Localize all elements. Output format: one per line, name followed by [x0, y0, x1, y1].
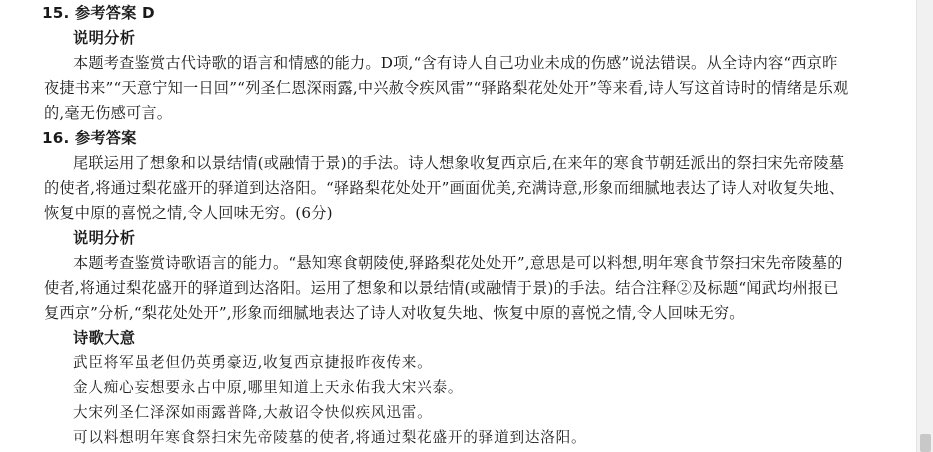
- q16-explain-line: 使者,将通过梨花盛开的驿道到达洛阳。运用了想象和以景结情(或融情于景)的手法。结合注释②及标题“闻武均州报已: [44, 279, 839, 297]
- q16-explain-line: 复西京”分析,“梨花处处开”,形象而细腻地表达了诗人对收复失地、恢复中原的喜悦之情,令人回味无穷。: [44, 304, 745, 322]
- q16-answer-line: 尾联运用了想象和以景结情(或融情于景)的手法。诗人想象收复西京后,在来年的寒食节朝廷派出的祭扫宋先帝陵墓: [73, 154, 845, 172]
- q15-explain-heading: 说明分析: [73, 29, 136, 47]
- q16-answer-line: 的使者,将通过梨花盛开的驿道到达洛阳。“驿路梨花处处开”画面优美,充满诗意,形象而细腻地表达了诗人对收复失地、: [44, 179, 845, 197]
- scrollbar-thumb[interactable]: [920, 434, 931, 452]
- q15-text-line: 的,毫无伤感可言。: [44, 104, 173, 122]
- q15-text-line: 夜捷书来”“天意宁知一日回”“列圣仁恩深雨露,中兴赦令疾风雷”“驿路梨花处处开”等来看,诗人写这首诗时的情绪是乐观: [44, 79, 849, 97]
- q16-explain-heading: 说明分析: [73, 229, 136, 247]
- poem-line: 金人痴心妄想要永占中原,哪里知道上天永佑我大宋兴泰。: [73, 379, 464, 396]
- poem-heading: 诗歌大意: [73, 329, 136, 347]
- vertical-scrollbar[interactable]: [916, 0, 933, 452]
- poem-line: 武臣将军虽老但仍英勇豪迈,收复西京捷报昨夜传来。: [73, 354, 433, 371]
- poem-line: 大宋列圣仁泽深如雨露普降,大赦诏令快似疾风迅雷。: [73, 404, 433, 421]
- q15-header: 15. 参考答案 D: [42, 4, 155, 22]
- q16-answer-line: 恢复中原的喜悦之情,令人回味无穷。(6分): [44, 204, 333, 222]
- q16-explain-line: 本题考查鉴赏诗歌语言的能力。“悬知寒食朝陵使,驿路梨花处处开”,意思是可以料想,明年寒食节祭扫宋先帝陵墓的: [73, 254, 843, 272]
- poem-line: 可以料想明年寒食祭扫宋先帝陵墓的使者,将通过梨花盛开的驿道到达洛阳。: [73, 429, 587, 446]
- q15-text-line: 本题考查鉴赏古代诗歌的语言和情感的能力。D项,“含有诗人自己功业未成的伤感”说法错误。从全诗内容“西京昨: [73, 54, 838, 72]
- q16-header: 16. 参考答案: [42, 129, 137, 147]
